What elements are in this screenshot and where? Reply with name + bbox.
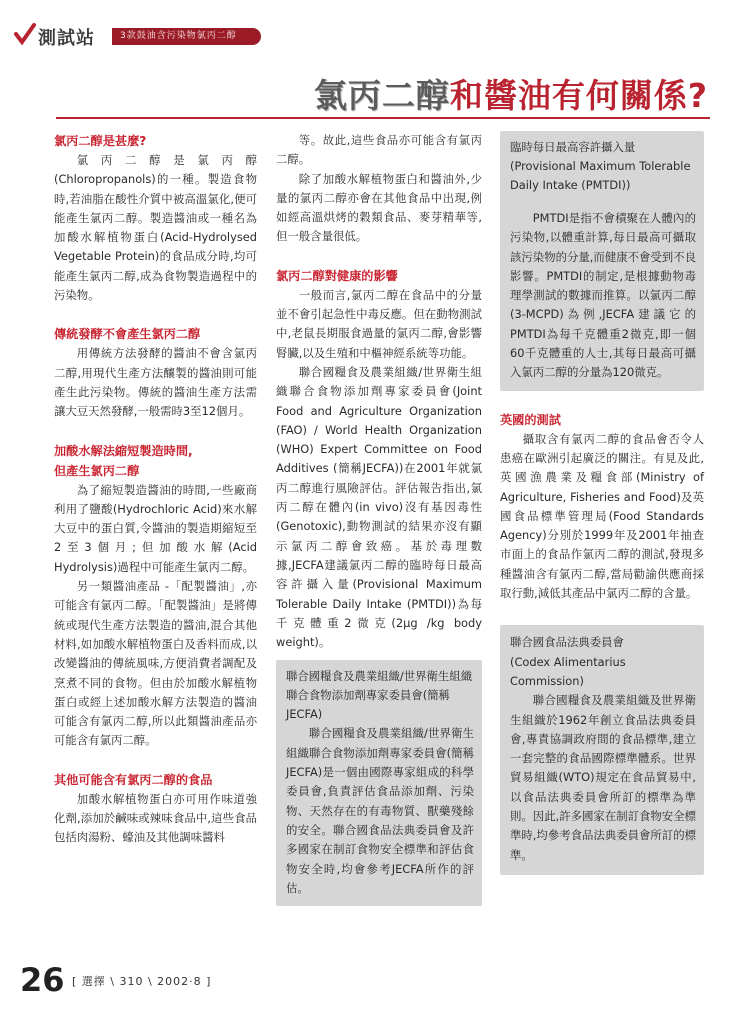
paragraph: 除了加酸水解植物蛋白和醬油外,少量的氯丙二醇亦會在其他食品中出現,例如經高溫烘烤的穀類食品、麥芽精華等,但一般含量很低。 [276, 171, 482, 244]
title-part1: 氯丙二醇 [313, 76, 450, 115]
codex-box-title: 聯合國食品法典委員會 [510, 635, 624, 650]
paragraph: 用傳統方法發酵的醬油不會含氯丙二醇,用現代生產方法釀製的醬油則可能產生此污染物。傳統的醬油生產方法需讓大豆天然發酵,一般需時3至12個月。 [54, 346, 257, 419]
section-label: 測試站 [38, 28, 95, 49]
page-title [314, 70, 708, 117]
column-2 [276, 131, 482, 906]
page-number: 26 [20, 961, 65, 999]
section-header [0, 22, 750, 50]
codex-info-box [500, 625, 704, 875]
paragraph: 另一類醬油產品 -「配製醬油」,亦可能含有氯丙二醇。「配製醬油」是將傳統或現代生產方法製造的醬油,混合其他材料,如加酸水解植物蛋白及香料而成,以改變醬油的傳統風味,方便消費者調配及烹煮不同的食物。但由於加酸水解植物蛋白或經上述加酸水解方法製造的醬油可能含有氯丙二醇,所以此類醬油產品亦可能含有氯丙二醇。 [54, 579, 257, 748]
paragraph: 加酸水解植物蛋白亦可用作味道強化劑,添加於鹹味或辣味食品中,這些食品包括肉湯粉、蠔油及其他調味醬料 [54, 791, 257, 845]
pmtdi-box-body: PMTDI是指不會積聚在人體內的污染物,以體重計算,每日最高可攝取該污染物的分量,而健康不會受到不良影響。PMTDI的制定,是根據動物毒理學測試的數據而推算。以氯丙二醇(3-MCPD)為例,JECFA建議它的PMTDI為每千克體重2微克,即一個60千克體重的人士,其每日最高可攝入氯丙二醇的分量為120微克。 [510, 211, 696, 380]
heading-other-foods: 其他可能含有氯丙二醇的食品 [54, 772, 213, 787]
section-subtitle: 3款鼓油含污染物氯丙二醇 [112, 28, 261, 45]
page-footer [20, 961, 420, 1001]
paragraph: 聯合國糧食及農業組織/世界衛生組織聯合食物添加劑專家委員會(Joint Food and Agriculture Organization (FAO) / World Health Organization (WHO) Expert Committee on Food Additives (簡稱JECFA))在2001年就氯丙二醇進行風險評估。評估報告指出,氯丙二醇在體內(in vivo)沒有基因毒性(Genotoxic),動物測試的結果亦沒有顯示氯丙二醇會致癌。基於毒理數據,JECFA建議氯丙二醇的臨時每日最高容許攝入量(Provisional Maximum Tolerable Daily Intake (PMTDI))為每千克體重2微克(2μg /kg body weight)。 [276, 364, 482, 650]
pmtdi-box-title: 臨時每日最高容許攝入量(Provisional Maximum Tolerable Daily Intake (PMTDI)) [510, 140, 691, 192]
column-3 [500, 131, 704, 875]
checkmark-icon [14, 22, 36, 46]
heading-traditional: 傳統發酵不會產生氯丙二醇 [54, 327, 201, 342]
heading-uk-test: 英國的測試 [500, 412, 561, 427]
jecfa-info-box [276, 660, 482, 906]
pmtdi-info-box [500, 131, 704, 391]
jecfa-box-body: 聯合國糧食及農業組織/世界衛生組織聯合食物添加劑專家委員會(簡稱JECFA)是一個由國際專家組成的科學委員會,負責評估食品添加劑、污染物、天然存在的有毒物質、獸藥殘餘的安全。聯合國食品法典委員會及許多國家在制訂食物安全標準和評估食物安全時,均會參考JECFA所作的評估。 [286, 726, 474, 895]
title-part2: 和醬油有何關係? [449, 76, 708, 115]
paragraph: 等。故此,這些食品亦可能含有氯丙二醇。 [276, 133, 482, 167]
title-divider [56, 117, 710, 119]
heading-acid-hydrolysis-1: 加酸水解法縮短製造時間, [54, 443, 193, 458]
paragraph: 一般而言,氯丙二醇在食品中的分量並不會引起急性中毒反應。但在動物測試中,老鼠長期服食過量的氯丙二醇,會影響腎臟,以及生殖和中樞神經系統等功能。 [276, 287, 482, 360]
column-1 [54, 131, 257, 848]
codex-box-body: 聯合國糧食及農業組織及世界衛生組織於1962年創立食品法典委員會,專責協調政府間的食品標準,建立一套完整的食品國際標準體系。世界貿易組織(WTO)規定在食品貿易中,以食品法典委員會所訂的標準為準則。因此,許多國家在制訂食物安全標準時,均參考食品法典委員會所訂的標準。 [510, 693, 696, 862]
codex-box-subtitle: (Codex Alimentarius Commission) [510, 654, 626, 688]
heading-what-is: 氯丙二醇是甚麼? [54, 134, 147, 148]
paragraph: 攝取含有氯丙二醇的食品會否令人患癌在歐洲引起廣泛的關注。有見及此,英國漁農業及糧食部(Ministry of Agriculture, Fisheries and Food)及英國食品標準管理局(Food Standards Agency)分別於1999年及2001年抽查市面上的食品作氯丙二醇的測試,發現多種醬油含有氯丙二醇,當局勸諭供應商採取行動,減低其產品中氯丙二醇的含量。 [500, 431, 704, 601]
paragraph: 為了縮短製造醬油的時間,一些廠商利用了鹽酸(Hydrochloric Acid)來水解大豆中的蛋白質,令醬油的製造期縮短至2至3個月;但加酸水解(Acid Hydrolysis)過程中可能產生氯丙二醇。 [54, 482, 257, 574]
issue-info: [ 選擇 \ 310 \ 2002·8 ] [72, 975, 212, 988]
heading-acid-hydrolysis-2: 但產生氯丙二醇 [54, 463, 140, 478]
heading-health-effects: 氯丙二醇對健康的影響 [276, 268, 398, 283]
paragraph: 氯丙二醇是氯丙醇(Chloropropanols)的一種。製造食物時,若油脂在酸性介質中被高溫氯化,便可能產生氯丙二醇。製造醬油或一種名為加酸水解植物蛋白(Acid-Hydrolysed Vegetable Protein)的食品成分時,均可能產生氯丙二醇,成為食物製造過程中的污染物。 [54, 153, 257, 303]
jecfa-box-title: 聯合國糧食及農業組織/世界衛生組織聯合食物添加劑專家委員會(簡稱JECFA) [286, 669, 473, 722]
